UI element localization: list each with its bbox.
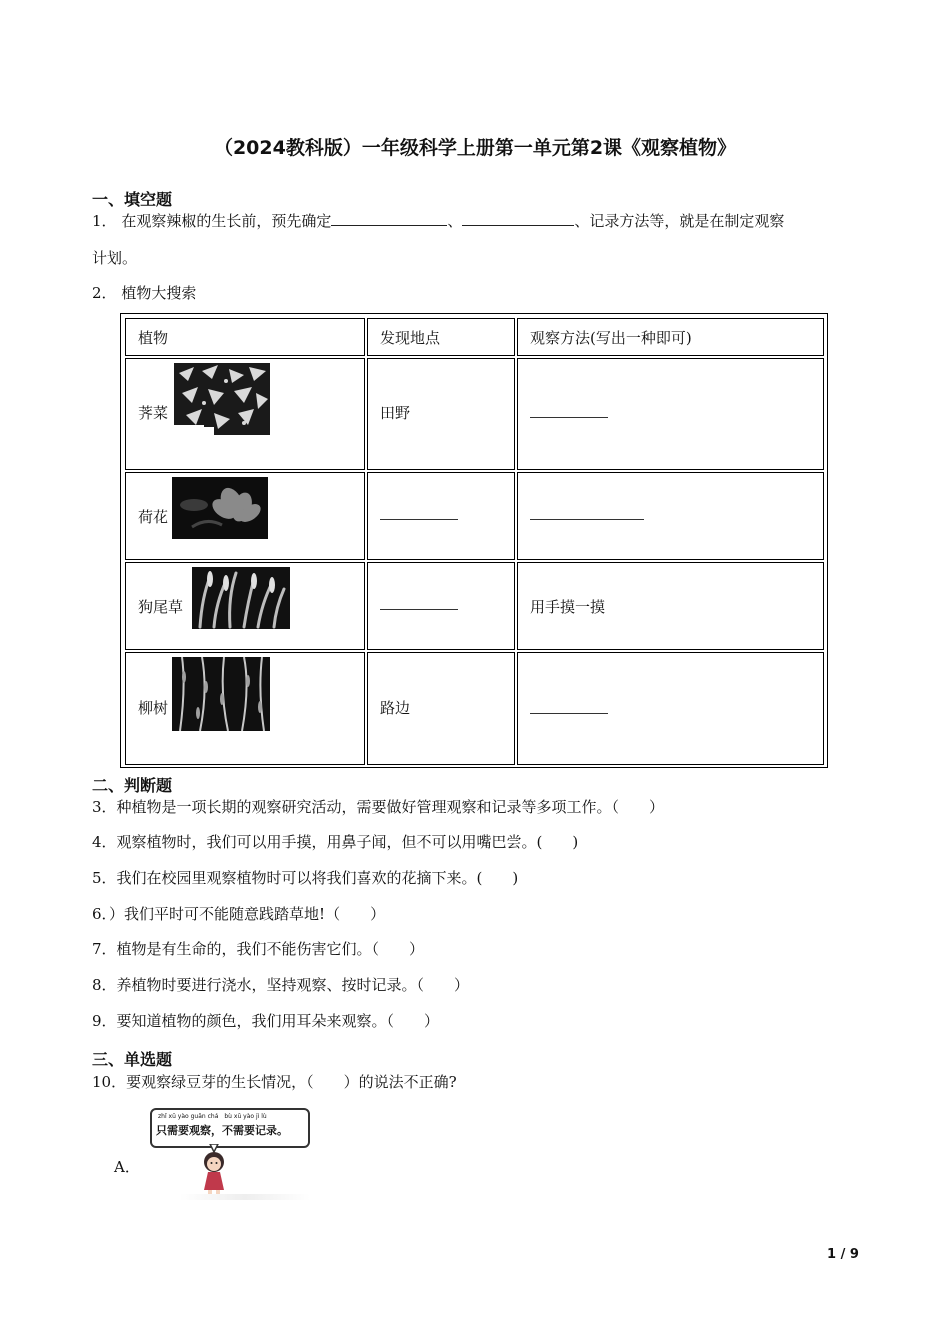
question-4: 4．观察植物时，我们可以用手摸，用鼻子闻，但不可以用嘴巴尝。( ) [92,833,579,851]
foxtail-grass-photo [192,567,290,629]
plant-name: 柳树 [138,699,169,717]
answer-blank[interactable] [380,519,458,520]
question-text: 、记录方法等，就是在制定观察 [574,212,785,230]
question-5: 5．我们在校园里观察植物时可以将我们喜欢的花摘下来。( ) [92,869,519,887]
question-10: 10．要观察绿豆芽的生长情况，（ ）的说法不正确? [92,1073,457,1091]
table-row [125,652,365,765]
speech-bubble [150,1108,310,1148]
page-title: （2024教科版）一年级科学上册第一单元第2课《观察植物》 [213,137,737,159]
question-3: 3．种植物是一项长期的观察研究活动，需要做好管理观察和记录等多项工作。（ ） [92,798,665,816]
section-fill-in: 一、填空题 [92,190,173,209]
section-single-choice: 三、单选题 [92,1050,173,1069]
question-number: 2． [92,284,117,302]
observation-method: 用手摸一摸 [530,598,606,616]
table-header-cell: 发现地点 [367,318,515,356]
bubble-pinyin: zhǐ xū yào guān chá bù xū yào jì lù [158,1113,267,1120]
question-1-continued: 计划。 [92,249,138,267]
page-number: 1 / 9 [827,1247,859,1262]
bubble-text: 只需要观察，不需要记录。 [156,1124,288,1137]
table-row [125,472,365,560]
plant-name: 荠菜 [138,404,169,422]
plant-name: 荷花 [138,508,169,526]
table-row [517,472,824,560]
plant-search-table [120,313,828,768]
question-2 [92,282,196,304]
question-text: 植物大搜索 [121,284,197,302]
discovery-place: 路边 [380,699,411,717]
table-row [367,472,515,560]
answer-blank[interactable] [530,519,644,520]
answer-blank[interactable] [331,211,447,226]
answer-blank[interactable] [530,713,608,714]
question-7: 7．植物是有生命的，我们不能伤害它们。（ ） [92,940,425,958]
answer-blank[interactable] [462,211,574,226]
discovery-place: 田野 [380,404,411,422]
table-row [367,358,515,470]
table-row [367,562,515,650]
shepherds-purse-photo [174,363,270,435]
table-row [517,562,824,650]
table-row [367,652,515,765]
lotus-photo [172,477,268,539]
question-text: 在观察辣椒的生长前，预先确定 [121,212,332,230]
table-row [517,358,824,470]
question-6: 6．）我们平时可不能随意践踏草地!（ ） [92,905,386,923]
answer-blank[interactable] [380,609,458,610]
option-a-label[interactable]: A． [114,1158,140,1176]
ground-shadow [180,1194,310,1200]
question-number: 1． [92,212,117,230]
table-header-cell: 观察方法(写出一种即可) [517,318,824,356]
answer-blank[interactable] [530,417,608,418]
question-1 [92,210,784,232]
willow-photo [172,657,270,731]
separator: 、 [447,212,463,230]
table-header-cell: 植物 [125,318,365,356]
section-true-false: 二、判断题 [92,776,173,795]
plant-name: 狗尾草 [138,598,184,616]
question-8: 8．养植物时要进行浇水，坚持观察、按时记录。（ ） [92,976,470,994]
table-row [125,358,365,470]
table-row [517,652,824,765]
table-row [125,562,365,650]
question-9: 9．要知道植物的颜色，我们用耳朵来观察。（ ） [92,1012,440,1030]
